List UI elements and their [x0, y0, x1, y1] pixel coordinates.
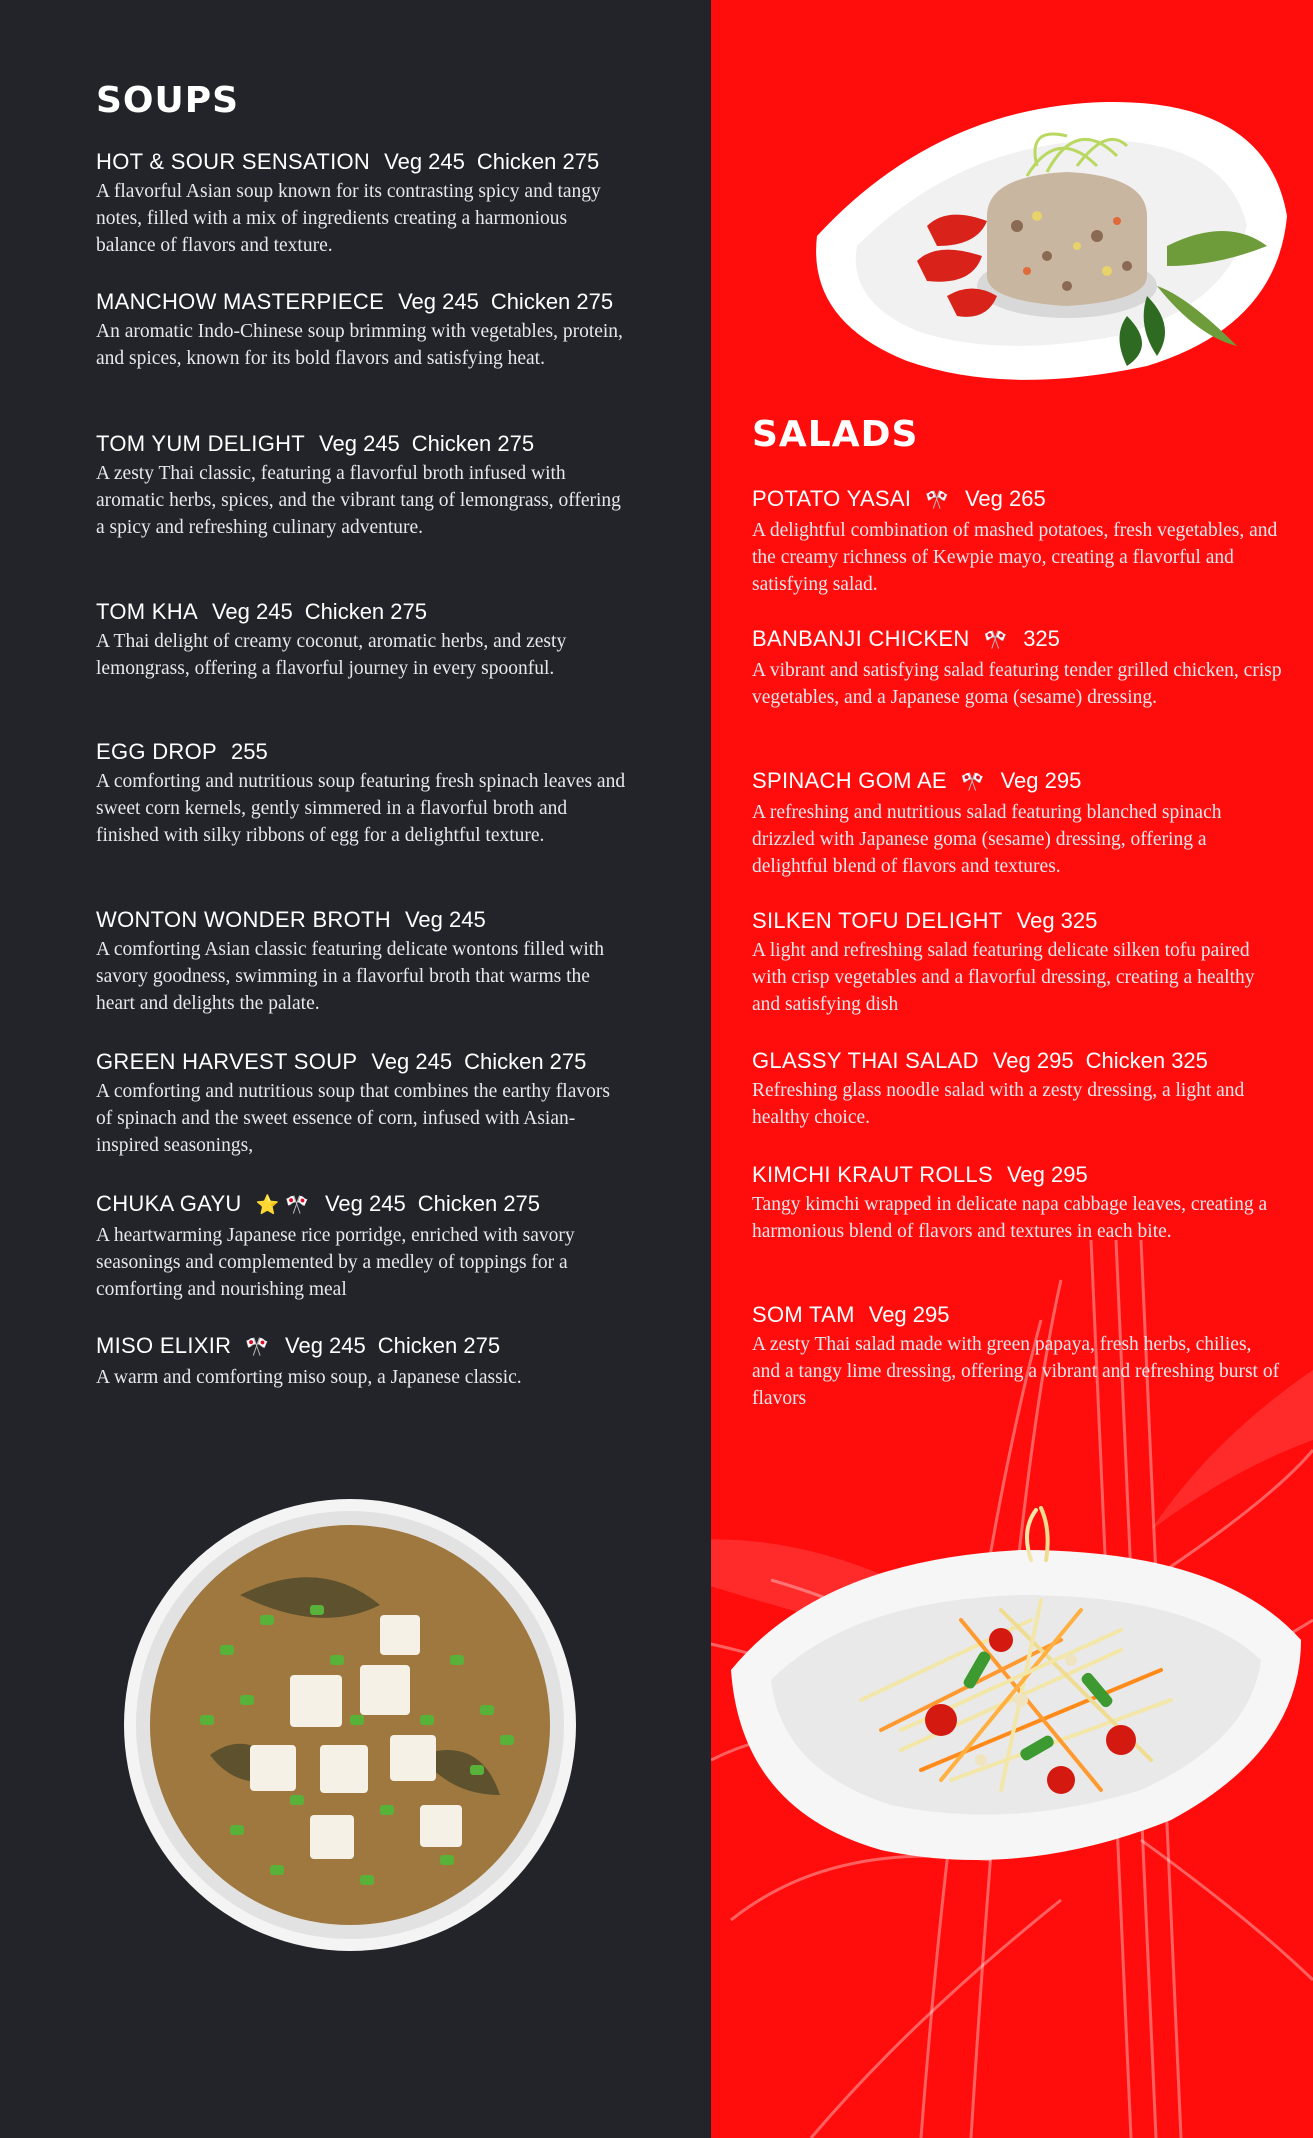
menu-item-header [752, 485, 1282, 515]
item-name: GLASSY THAI SALAD [752, 1048, 979, 1073]
menu-item-header [752, 625, 1282, 655]
item-description: A flavorful Asian soup known for its contrasting spicy and tangy notes, filled with a mix of ingredients creating a harmonious balance of flavors and texture. [96, 181, 601, 256]
item-price: Chicken 275 [417, 1191, 541, 1216]
menu-item-header [752, 1161, 1282, 1189]
item-price: Veg 245 [371, 1049, 453, 1074]
item-description: Tangy kimchi wrapped in delicate napa cabbage leaves, creating a harmonious blend of flavors and textures in each bite. [752, 1194, 1268, 1242]
item-name: POTATO YASAI [752, 486, 912, 511]
soups-title: SOUPS [96, 80, 240, 121]
item-name: SOM TAM [752, 1302, 855, 1327]
item-price: Veg 245 [384, 149, 465, 174]
item-price: Veg 245 [398, 289, 479, 314]
menu-item-manchow-masterpiece [96, 288, 626, 372]
menu-item-silken-tofu-delight [752, 907, 1282, 1018]
menu-item-header [96, 1190, 626, 1220]
menu-item-chuka-gayu [96, 1190, 626, 1303]
menu-item-miso-elixir [96, 1332, 626, 1391]
item-price: 325 [1023, 626, 1060, 651]
item-description: A light and refreshing salad featuring delicate silken tofu paired with crisp vegetables and a flavorful dressing, creating a healthy and satisfying dish [752, 940, 1255, 1015]
menu-item-header [96, 430, 626, 458]
menu-item-header [752, 767, 1282, 797]
miso-soup-bowl [120, 1495, 580, 1955]
menu-item-hot-sour-sensation [96, 148, 626, 259]
item-name: TOM YUM DELIGHT [96, 431, 306, 456]
item-description: A zesty Thai salad made with green papaya, fresh herbs, chilies, and a tangy lime dressing, offering a vibrant and refreshing burst of flavors [752, 1334, 1280, 1409]
menu-item-wonton-wonder-broth [96, 906, 626, 1017]
menu-item-header [752, 907, 1282, 935]
item-name: MISO ELIXIR [96, 1333, 232, 1358]
japan-flag-icon: 🎌 [245, 1337, 270, 1358]
item-description: A delightful combination of mashed potatoes, fresh vegetables, and the creamy richness of Kewpie mayo, creating a flavorful and satisfying salad. [752, 520, 1278, 595]
item-price: Veg 295 [992, 1048, 1074, 1073]
item-name: BANBANJI CHICKEN [752, 626, 970, 651]
item-name: TOM KHA [96, 599, 198, 624]
menu-item-green-harvest-soup [96, 1048, 626, 1159]
item-description: A vibrant and satisfying salad featuring tender grilled chicken, crisp vegetables, and a Japanese goma (sesame) dressing. [752, 660, 1282, 708]
item-price: Veg 245 [211, 599, 293, 624]
menu-item-egg-drop [96, 738, 626, 849]
menu-item-header [752, 1047, 1282, 1075]
menu-item-header [96, 598, 626, 626]
item-price: Chicken 275 [476, 149, 600, 174]
item-price: Veg 245 [324, 1191, 406, 1216]
item-description: A refreshing and nutritious salad featuring blanched spinach drizzled with Japanese goma (sesame) dressing, offering a delightful blend of flavors and textures. [752, 802, 1222, 877]
item-price: Veg 295 [868, 1302, 950, 1327]
item-description: A zesty Thai classic, featuring a flavorful broth infused with aromatic herbs, spices, and the vibrant tang of lemongrass, offering a spicy and refreshing culinary adventure. [96, 463, 621, 538]
item-price: Veg 295 [1006, 1162, 1088, 1187]
menu-item-banbanji-chicken [752, 625, 1282, 711]
item-description: Refreshing glass noodle salad with a zesty dressing, a light and healthy choice. [752, 1080, 1245, 1128]
item-price: Chicken 275 [490, 289, 614, 314]
menu-item-header [96, 288, 626, 316]
menu-item-som-tam [752, 1301, 1282, 1412]
star-badge-icon: ⭐ [255, 1195, 280, 1216]
item-name: SPINACH GOM AE [752, 768, 947, 793]
menu-item-glassy-thai-salad [752, 1047, 1282, 1131]
item-price: 255 [230, 739, 268, 764]
item-price: Veg 265 [964, 486, 1046, 511]
item-name: EGG DROP [96, 739, 217, 764]
item-description: A comforting and nutritious soup featuring fresh spinach leaves and sweet corn kernels, gently simmered in a flavorful broth and finished with silky ribbons of egg for a delightful texture. [96, 771, 626, 846]
item-description: A heartwarming Japanese rice porridge, enriched with savory seasonings and complemented by a medley of toppings for a comforting and nourishing meal [96, 1225, 575, 1300]
item-name: HOT & SOUR SENSATION [96, 149, 371, 174]
item-name: KIMCHI KRAUT ROLLS [752, 1162, 993, 1187]
soups-list [96, 148, 626, 1398]
potato-salad-plate [797, 96, 1297, 396]
item-price: Veg 295 [1000, 768, 1082, 793]
item-description: A comforting and nutritious soup that combines the earthy flavors of spinach and the sweet essence of corn, infused with Asian-inspired seasonings, [96, 1081, 610, 1156]
item-name: WONTON WONDER BROTH [96, 907, 391, 932]
menu-item-tom-kha [96, 598, 626, 682]
item-price: Chicken 275 [377, 1333, 501, 1358]
item-price: Chicken 275 [411, 431, 535, 456]
menu-item-header [752, 1301, 1282, 1329]
item-price: Chicken 275 [464, 1049, 587, 1074]
menu-item-header [96, 1048, 626, 1076]
item-description: A warm and comforting miso soup, a Japanese classic. [96, 1367, 522, 1388]
menu-item-header [96, 906, 626, 934]
japan-flag-icon: 🎌 [983, 630, 1008, 651]
item-name: GREEN HARVEST SOUP [96, 1049, 358, 1074]
menu-item-header [96, 738, 626, 766]
menu-item-tom-yum-delight [96, 430, 626, 541]
menu-item-header [96, 148, 626, 176]
item-price: Veg 245 [319, 431, 400, 456]
item-name: MANCHOW MASTERPIECE [96, 289, 385, 314]
item-price: Veg 245 [404, 907, 486, 932]
salads-list [752, 485, 1282, 1485]
menu-item-kimchi-kraut-rolls [752, 1161, 1282, 1245]
menu-item-potato-yasai [752, 485, 1282, 598]
item-description: A comforting Asian classic featuring delicate wontons filled with savory goodness, swimming in a flavorful broth that warms the heart and delights the palate. [96, 939, 604, 1014]
menu-item-header [96, 1332, 626, 1362]
item-name: CHUKA GAYU [96, 1191, 242, 1216]
item-price: Chicken 325 [1085, 1048, 1208, 1073]
salads-title: SALADS [752, 414, 919, 455]
papaya-salad-plate [711, 1500, 1313, 1880]
item-description: An aromatic Indo-Chinese soup brimming with vegetables, protein, and spices, known for its bold flavors and satisfying heat. [96, 321, 623, 369]
item-price: Veg 245 [285, 1333, 366, 1358]
item-description: A Thai delight of creamy coconut, aromatic herbs, and zesty lemongrass, offering a flavorful journey in every spoonful. [96, 631, 567, 679]
japan-flag-icon: 🎌 [285, 1195, 309, 1216]
item-price: Veg 325 [1016, 908, 1098, 933]
item-name: SILKEN TOFU DELIGHT [752, 908, 1003, 933]
item-price: Chicken 275 [304, 599, 427, 624]
japan-flag-icon: 🎌 [960, 772, 985, 793]
japan-flag-icon: 🎌 [925, 490, 949, 511]
menu-item-spinach-gom-ae [752, 767, 1282, 880]
